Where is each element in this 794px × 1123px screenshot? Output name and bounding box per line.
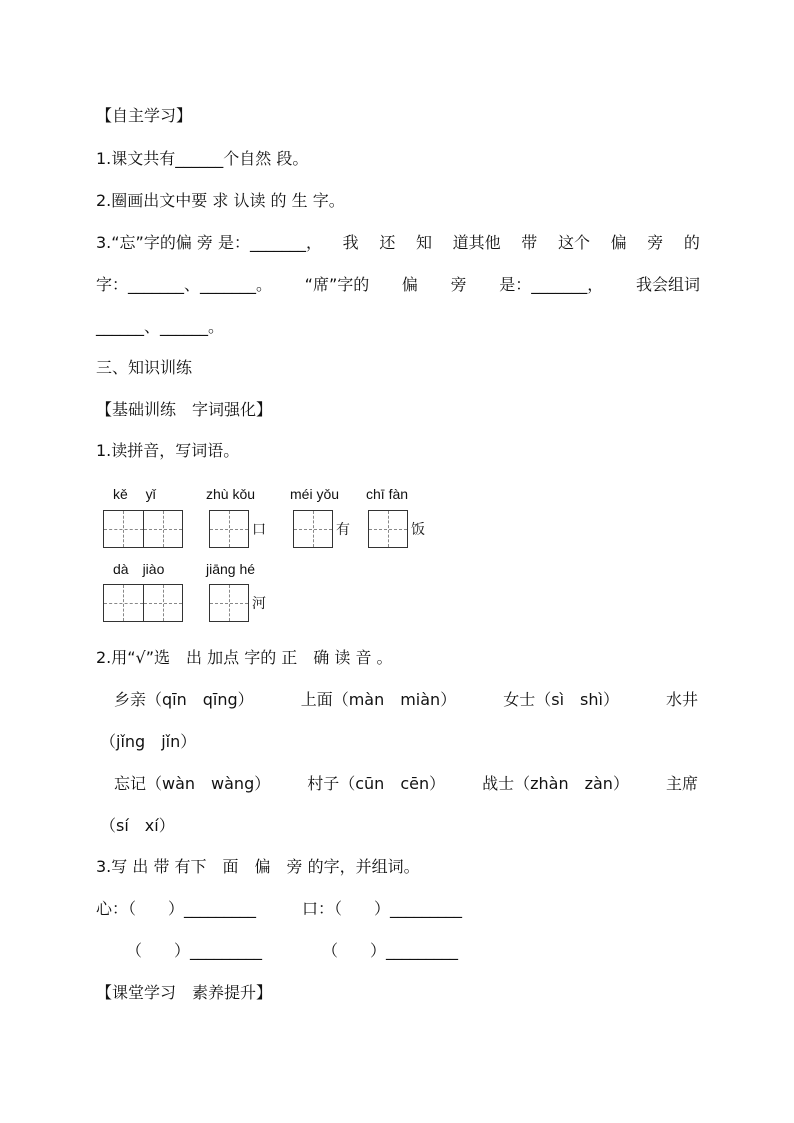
grid-cell xyxy=(210,511,248,547)
q3-text: 还 xyxy=(379,233,396,252)
q3-text: 字：_______、_______。 xyxy=(96,275,273,294)
q3-text: 带 xyxy=(521,233,538,252)
q3-text: 偏 xyxy=(610,233,627,252)
writing-grid xyxy=(103,584,183,622)
pinyin-label: chī fàn xyxy=(366,486,409,502)
writing-grid xyxy=(103,510,183,548)
pinyin-label: jiāng hé xyxy=(206,561,256,577)
q3-text: “席”字的 xyxy=(304,275,370,294)
exercise-2-line-3 xyxy=(114,774,698,794)
word-suffix: 河 xyxy=(252,596,266,612)
basic-training-heading: 【基础训练 字词强化】 xyxy=(96,400,273,419)
grid-cell xyxy=(210,585,248,621)
q3-text: 我会组词 xyxy=(635,275,700,294)
question-3-line-2 xyxy=(96,275,700,295)
section-3-title: 三、知识训练 xyxy=(96,358,193,377)
grid-cell xyxy=(143,511,183,547)
pinyin-label: dà jiào xyxy=(113,561,165,577)
question-2: 2.圈画出文中要 求 认读 的 生 字。 xyxy=(96,191,345,210)
exercise-3-title: 3.写 出 带 有下 面 偏 旁 的字，并组词。 xyxy=(96,857,420,876)
pinyin-choice: 忘记（wàn wàng） xyxy=(114,774,271,793)
q3-text: 旁 xyxy=(450,275,467,294)
exercise-2-line-1 xyxy=(114,690,698,710)
q3-text: 的 xyxy=(683,233,700,252)
q3-text: 道其他 xyxy=(452,233,501,252)
q3-text: 3.“忘”字的偏 旁 是：_______， xyxy=(96,233,323,252)
radical-heart-row-2: （ ）_________ xyxy=(126,941,263,960)
exercise-2-line-2: （jǐng jǐn） xyxy=(100,732,197,751)
pinyin-choice: 乡亲（qīn qīng） xyxy=(114,690,254,709)
pinyin-label: kě yǐ xyxy=(113,486,156,502)
grid-cell xyxy=(104,585,143,621)
question-3-line-1 xyxy=(96,233,700,253)
grid-cell xyxy=(143,585,183,621)
question-3-line-3: ______、______。 xyxy=(96,317,225,336)
writing-grid xyxy=(293,510,333,548)
writing-grid xyxy=(209,584,249,622)
q3-text: 我 xyxy=(342,233,359,252)
grid-cell xyxy=(294,511,332,547)
pinyin-choice: 村子（cūn cēn） xyxy=(307,774,446,793)
writing-grid xyxy=(368,510,408,548)
radical-mouth-row: 口：（ ）_________ xyxy=(302,899,463,918)
pinyin-label: zhù kǒu xyxy=(206,486,256,502)
pinyin-choice: 上面（màn miàn） xyxy=(300,690,457,709)
class-study-heading: 【课堂学习 素养提升】 xyxy=(96,983,273,1002)
pinyin-label: méi yǒu xyxy=(290,486,340,502)
exercise-1-title: 1.读拼音，写词语。 xyxy=(96,441,240,460)
exercise-2-title: 2.用“√”选 出 加点 字的 正 确 读 音 。 xyxy=(96,648,393,667)
pinyin-choice: 水井 xyxy=(665,690,698,709)
q3-text: 是：_______， xyxy=(499,275,604,294)
pinyin-choice: 战士（zhàn zàn） xyxy=(482,774,629,793)
grid-cell xyxy=(104,511,143,547)
word-suffix: 有 xyxy=(336,522,350,538)
q3-text: 知 xyxy=(415,233,432,252)
grid-cell xyxy=(369,511,407,547)
pinyin-choice: 主席 xyxy=(665,774,698,793)
word-suffix: 饭 xyxy=(411,522,425,538)
radical-heart-row: 心：（ ）_________ xyxy=(96,899,257,918)
self-study-heading: 【自主学习】 xyxy=(96,106,193,125)
radical-mouth-row-2: （ ）_________ xyxy=(322,941,459,960)
writing-grid xyxy=(209,510,249,548)
q3-text: 偏 xyxy=(401,275,418,294)
word-suffix: 口 xyxy=(252,522,266,538)
question-1: 1.课文共有______个自然 段。 xyxy=(96,149,309,168)
exercise-2-line-4: （sí xí） xyxy=(100,816,175,835)
q3-text: 这个 xyxy=(557,233,590,252)
q3-text: 旁 xyxy=(647,233,664,252)
pinyin-choice: 女士（sì shì） xyxy=(503,690,619,709)
